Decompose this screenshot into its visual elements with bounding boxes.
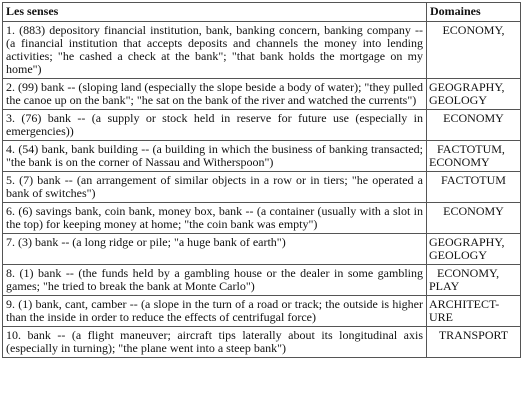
domain-label: TRANSPORT [438, 328, 509, 342]
domain-cell [427, 141, 521, 172]
table-row [3, 141, 521, 172]
domain-cell [427, 296, 521, 327]
domain-label: FACTOTUM, [437, 142, 505, 156]
domain-label: ECONOMY [429, 155, 490, 169]
domain-label: ECONOMY, [437, 266, 500, 280]
domain-label: URE [429, 310, 453, 324]
senses-table [2, 2, 521, 358]
table-row [3, 110, 521, 141]
domain-label: GEOGRAPHY, [429, 80, 505, 94]
sense-cell: 10. bank -- (a flight maneuver; aircraft tips laterally about its longitudinal axis (especially in turning); "the plane went into a steep bank") [3, 327, 427, 358]
domain-cell [427, 327, 521, 358]
sense-cell: 9. (1) bank, cant, camber -- (a slope in the turn of a road or track; the outside is higher than the inside in order to reduce the effects of centrifugal force) [3, 296, 427, 327]
domain-cell [427, 22, 521, 79]
header-senses: Les senses [3, 3, 427, 22]
sense-cell: 7. (3) bank -- (a long ridge or pile; "a huge bank of earth") [3, 234, 427, 265]
domain-cell [427, 110, 521, 141]
table-row [3, 234, 521, 265]
sense-cell: 5. (7) bank -- (an arrangement of similar objects in a row or in tiers; "he operated a bank of switches") [3, 172, 427, 203]
domain-label: ECONOMY, [442, 23, 505, 37]
domain-label: ECONOMY [443, 111, 504, 125]
sense-cell: 2. (99) bank -- (sloping land (especially the slope beside a body of water); "they pulled the canoe up on the bank"; "he sat on the bank of the river and watched the currents") [3, 79, 427, 110]
sense-cell: 1. (883) depository financial institution, bank, banking concern, banking company -- (a financial institution that accepts deposits and channels the money into lending activities; "he cashed a check at the bank"; "that bank holds the mortgage on my home") [3, 22, 427, 79]
domain-cell [427, 79, 521, 110]
table-row [3, 327, 521, 358]
sense-cell: 8. (1) bank -- (the funds held by a gambling house or the dealer in some gambling games; "he tried to break the bank at Monte Carlo") [3, 265, 427, 296]
sense-cell: 4. (54) bank, bank building -- (a building in which the business of banking transacted; "the bank is on the corner of Nassau and Witherspoon") [3, 141, 427, 172]
domain-cell [427, 234, 521, 265]
table-row [3, 296, 521, 327]
domain-label: GEOGRAPHY, [429, 235, 505, 249]
header-row [3, 3, 521, 22]
domain-label: ARCHITECT- [429, 297, 500, 311]
sense-cell: 3. (76) bank -- (a supply or stock held in reserve for future use (especially in emergencies)) [3, 110, 427, 141]
domain-cell [427, 203, 521, 234]
domain-label: GEOLOGY [429, 93, 487, 107]
table-row [3, 172, 521, 203]
domain-label: GEOLOGY [429, 248, 487, 262]
table-row [3, 265, 521, 296]
sense-cell: 6. (6) savings bank, coin bank, money box, bank -- (a container (usually with a slot in the top) for keeping money at home; "the coin bank was empty") [3, 203, 427, 234]
table-row [3, 22, 521, 79]
wordnet-senses-table-container [2, 2, 520, 358]
domain-label: ECONOMY [443, 204, 504, 218]
header-domaines: Domaines [427, 3, 521, 22]
domain-cell [427, 265, 521, 296]
table-row [3, 203, 521, 234]
domain-label: PLAY [429, 279, 460, 293]
domain-label: FACTOTUM [441, 173, 506, 187]
table-row [3, 79, 521, 110]
domain-cell [427, 172, 521, 203]
